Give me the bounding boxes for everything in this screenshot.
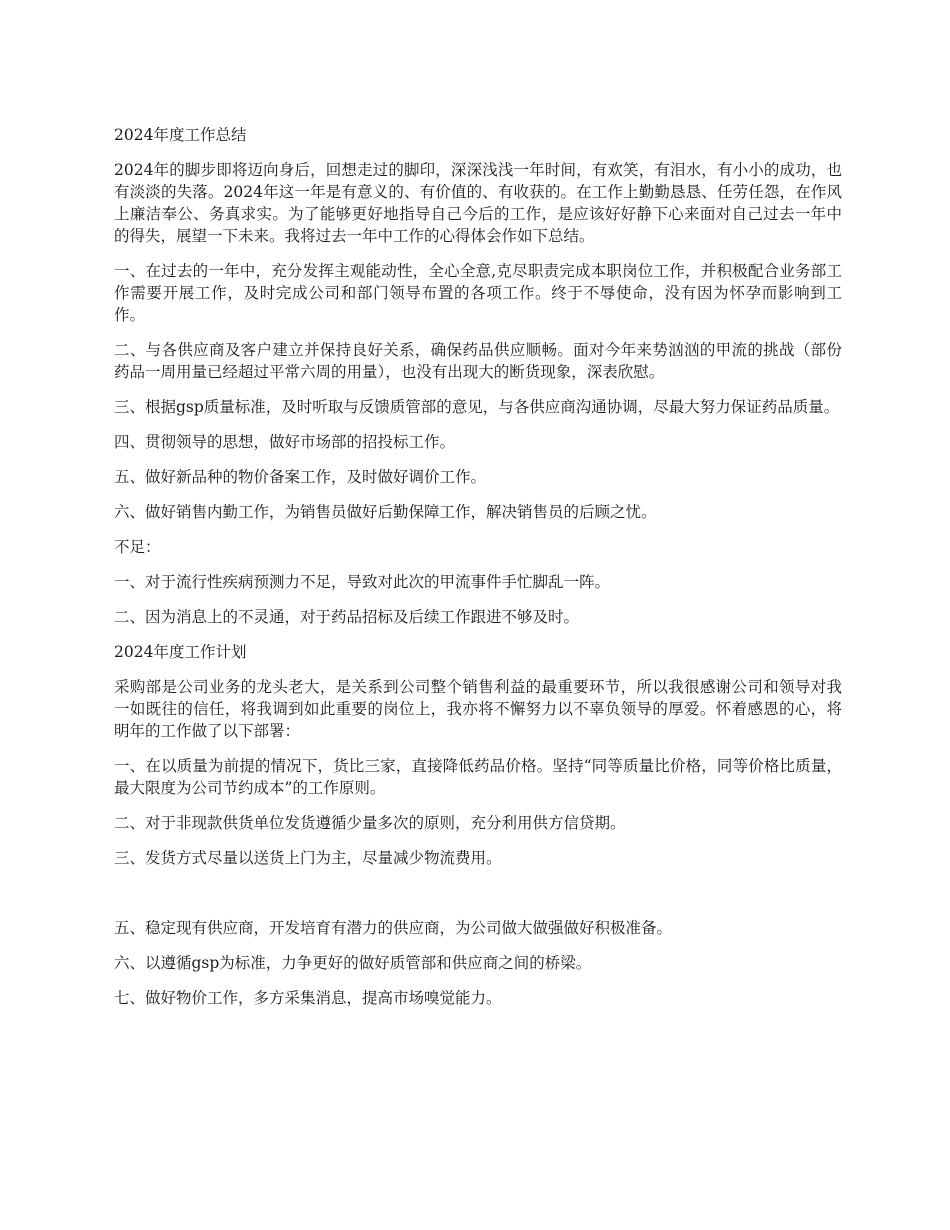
plan-item: 二、对于非现款供货单位发货遵循少量多次的原则，充分利用供方信贷期。 [114, 814, 626, 832]
plan-title: 2024年度工作计划 [114, 643, 247, 661]
shortcoming-item: 二、因为消息上的不灵通，对于药品招标及后续工作跟进不够及时。 [114, 608, 580, 626]
summary-item: 二、与各供应商及客户建立并保持良好关系，确保药品供应顺畅。面对今年来势汹汹的甲流的挑战（部份药品一周用量已经超过平常六周的用量），也没有出现大的断货现象，深表欣慰。 [114, 341, 842, 381]
shortcoming-item: 一、对于流行性疾病预测力不足，导致对此次的甲流事件手忙脚乱一阵。 [114, 573, 611, 591]
document-body [114, 124, 842, 1022]
plan-item: 一、在以质量为前提的情况下，货比三家，直接降低药品价格。坚持“同等质量比价格，同等价格比质量，最大限度为公司节约成本”的工作原则。 [114, 757, 842, 797]
blank-gap [114, 882, 842, 917]
shortcomings-title: 不足： [114, 538, 161, 556]
summary-title: 2024年度工作总结 [114, 126, 247, 144]
plan-intro: 采购部是公司业务的龙头老大，是关系到公司整个销售利益的最重要环节，所以我很感谢公司和领导对我一如既往的信任，将我调到如此重要的岗位上，我亦将不懈努力以不辜负领导的厚爱。怀着感恩的心，将明年的工作做了以下部署： [114, 678, 842, 740]
summary-item: 六、做好销售内勤工作，为销售员做好后勤保障工作，解决销售员的后顾之忧。 [114, 503, 657, 521]
plan-item: 六、以遵循gsp为标准，力争更好的做好质管部和供应商之间的桥梁。 [114, 954, 592, 972]
summary-item: 四、贯彻领导的思想，做好市场部的招投标工作。 [114, 433, 456, 451]
plan-item: 七、做好物价工作，多方采集消息，提高市场嗅觉能力。 [114, 989, 502, 1007]
summary-item: 三、根据gsp质量标准，及时听取与反馈质管部的意见，与各供应商沟通协调，尽最大努力保证药品质量。 [114, 398, 840, 416]
plan-item: 五、稳定现有供应商，开发培育有潜力的供应商，为公司做大做强做好积极准备。 [114, 919, 673, 937]
summary-item: 一、在过去的一年中，充分发挥主观能动性，全心全意,克尽职责完成本职岗位工作，并积极配合业务部工作需要开展工作，及时完成公司和部门领导布置的各项工作。终于不辱使命，没有因为怀孕而影响到工作。 [114, 262, 842, 324]
summary-item: 五、做好新品种的物价备案工作，及时做好调价工作。 [114, 468, 487, 486]
plan-item: 三、发货方式尽量以送货上门为主，尽量减少物流费用。 [114, 849, 502, 867]
summary-intro: 2024年的脚步即将迈向身后，回想走过的脚印，深深浅浅一年时间，有欢笑，有泪水，有小小的成功，也有淡淡的失落。2024年这一年是有意义的、有价值的、有收获的。在工作上勤勤恳恳、任劳任怨，在作风上廉洁奉公、务真求实。为了能够更好地指导自己今后的工作，是应该好好静下心来面对自己过去一年中的得失，展望一下未来。我将过去一年中工作的心得体会作如下总结。 [114, 161, 842, 245]
